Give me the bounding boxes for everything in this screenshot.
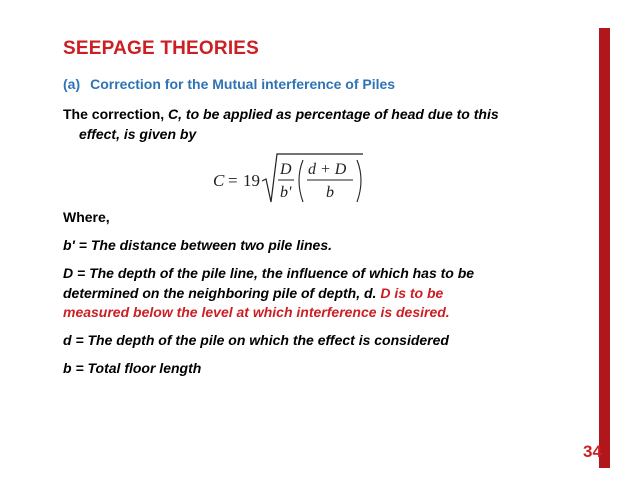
page-number: 34 (583, 442, 602, 461)
correction-formula (211, 150, 371, 210)
formula-D: D (280, 161, 292, 178)
formula-coef: 19 (243, 171, 260, 190)
formula-numerator: d + D (308, 161, 347, 178)
subtitle-text: Correction for the Mutual interference of Piles (90, 76, 396, 92)
subtitle-marker: (a) (63, 76, 81, 92)
where-label: Where, (63, 209, 110, 225)
intro-prefix: The correction, (63, 106, 169, 122)
def-D-line2-black: determined on the neighboring pile of depth, d. (63, 285, 381, 301)
accent-bar (599, 28, 610, 468)
right-paren (357, 160, 361, 202)
left-paren (299, 160, 303, 202)
def-b: b = Total floor length (63, 360, 202, 376)
formula-bprime: b' (280, 184, 292, 201)
def-d: d = The depth of the pile on which the effect is considered (63, 332, 449, 348)
intro-paragraph (63, 104, 583, 144)
slide-title: SEEPAGE THEORIES (63, 38, 260, 59)
formula-equals: = (228, 171, 238, 190)
def-bprime: b' = The distance between two pile lines. (63, 237, 333, 253)
def-D-line2 (63, 283, 443, 303)
def-D-line3: measured below the level at which interference is desired. (63, 304, 450, 320)
intro-line2: effect, is given by (79, 126, 197, 142)
formula-denominator: b (326, 184, 334, 201)
intro-italic: C, to be applied as percentage of head due to this (168, 106, 499, 122)
def-D-line2-red: D is to be (380, 285, 444, 301)
def-D-line1: D = The depth of the pile line, the influence of which has to be (63, 265, 475, 281)
subtitle (63, 76, 395, 92)
formula-lhs: C (213, 171, 225, 190)
